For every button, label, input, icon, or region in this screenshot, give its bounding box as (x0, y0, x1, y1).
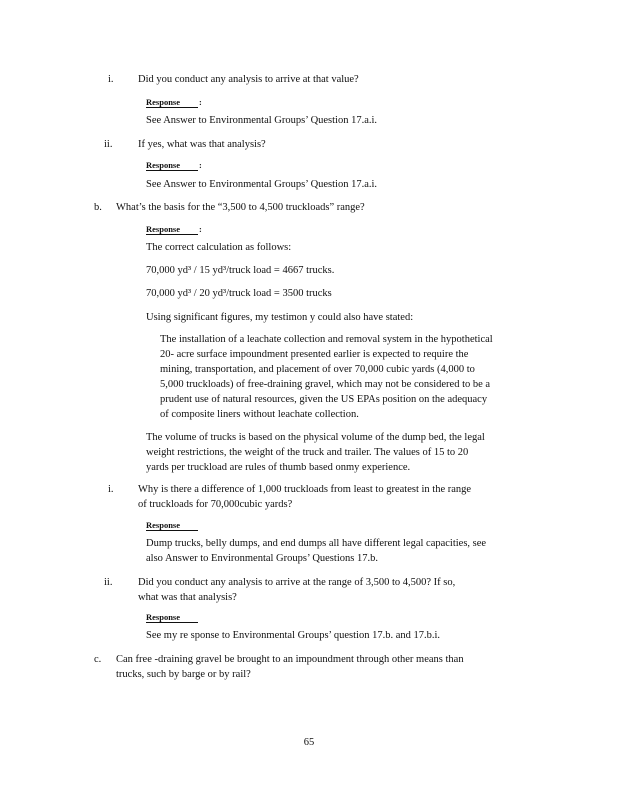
sub-item-i-response-label: Response (146, 520, 198, 531)
significant-figures-line: Using significant figures, my testimon y could also have stated: (146, 312, 414, 323)
section-c-question (116, 652, 464, 682)
question-line: Why is there a difference of 1,000 truckloads from least to greatest in the range (138, 484, 472, 495)
item-i-response-label: Response : (146, 97, 202, 107)
truck-volume-paragraph (146, 430, 536, 475)
item-ii-question: If yes, what was that analysis? (138, 139, 266, 150)
testimony-quote (160, 332, 540, 422)
sub-item-ii-answer (146, 628, 440, 643)
quote-line: mining, transportation, and placement of over 70,000 cubic yards (4,000 to (160, 364, 475, 375)
quote-line: The installation of a leachate collection and removal system in the hypothetical (160, 334, 493, 345)
sub-item-i-answer (146, 536, 486, 566)
sub-item-i-question (138, 482, 471, 512)
paragraph-line: The volume of trucks is based on the physical volume of the dump bed, the legal (146, 432, 485, 443)
question-line: Did you conduct any analysis to arrive at the range of 3,500 to 4,500? If so, (138, 577, 456, 588)
question-line: trucks, such by barge or by rail? (116, 669, 251, 680)
question-line: of truckloads for 70,000cubic yards? (138, 499, 293, 510)
question-line: what was that analysis? (138, 592, 237, 603)
quote-line: of composite liners without leachate collection. (160, 409, 359, 420)
item-i-marker: i. (108, 74, 114, 85)
quote-line: prudent use of natural resources, given the US EPAs position on the adequacy (160, 394, 488, 405)
item-i-question: Did you conduct any analysis to arrive at that value? (138, 74, 359, 85)
section-b-response-label: Response : (146, 224, 202, 234)
answer-line: Dump trucks, belly dumps, and end dumps all have different legal capacities, see (146, 538, 487, 549)
sub-item-ii-marker: ii. (104, 577, 113, 588)
page-number: 65 (303, 737, 315, 748)
item-i-answer: See Answer to Environmental Groups’ Question 17.a.i. (146, 115, 378, 126)
section-b-marker: b. (94, 202, 102, 213)
section-c-marker: c. (94, 654, 102, 665)
calc-intro: The correct calculation as follows: (146, 242, 292, 253)
item-ii-response-label: Response : (146, 160, 202, 170)
item-ii-marker: ii. (104, 139, 113, 150)
answer-line: See my re sponse to Environmental Groups’ question 17.b. and 17.b.i. (146, 630, 441, 641)
item-ii-answer: See Answer to Environmental Groups’ Question 17.a.i. (146, 179, 378, 190)
sub-item-ii-question (138, 575, 455, 605)
question-line: Can free -draining gravel be brought to an impoundment through other means than (116, 654, 464, 665)
sub-item-i-marker: i. (108, 484, 114, 495)
section-b-question: What’s the basis for the “3,500 to 4,500 truckloads” range? (116, 202, 365, 213)
sub-item-ii-response-label: Response (146, 612, 198, 623)
calc-line-1: 70,000 yd³ / 15 yd³/truck load = 4667 trucks. (146, 265, 335, 276)
paragraph-line: yards per truckload are rules of thumb based onmy experience. (146, 462, 411, 473)
quote-line: 20- acre surface impoundment presented earlier is expected to require the (160, 349, 469, 360)
answer-line: also Answer to Environmental Groups’ Questions 17.b. (146, 553, 378, 564)
calc-line-2: 70,000 yd³ / 20 yd³/truck load = 3500 trucks (146, 288, 332, 299)
paragraph-line: weight restrictions, the weight of the truck and trailer. The values of 15 to 20 (146, 447, 469, 458)
quote-line: 5,000 truckloads) of free-draining gravel, which may not be considered to be a (160, 379, 491, 390)
